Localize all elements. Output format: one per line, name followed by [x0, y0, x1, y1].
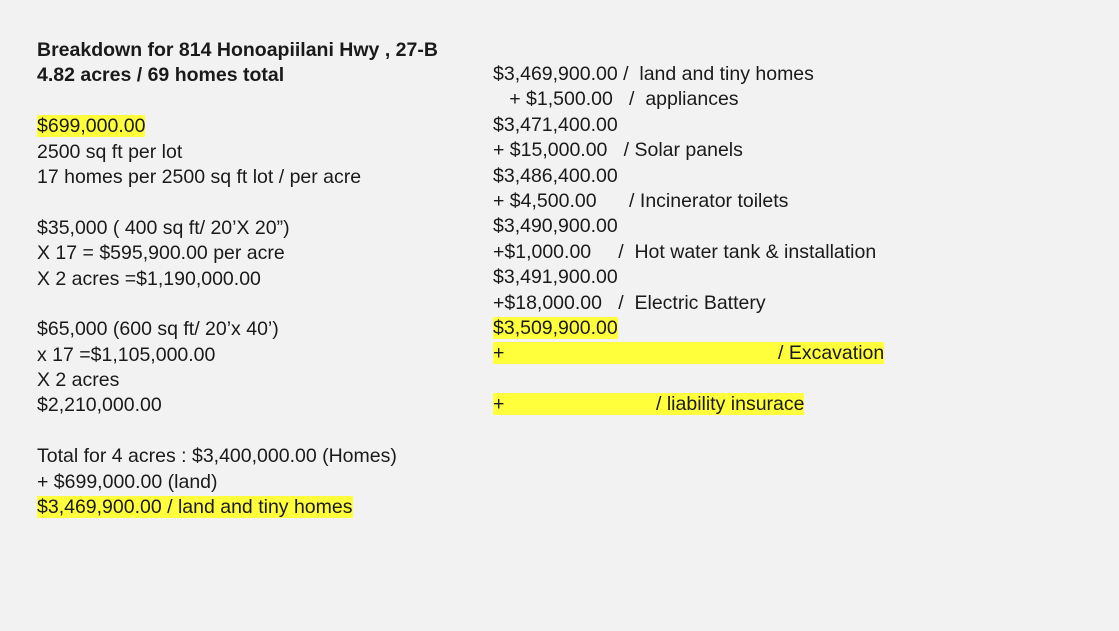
running-total-1: $3,469,900.00 / land and tiny homes [493, 63, 814, 85]
appliances-line: + $1,500.00 / appliances [493, 88, 739, 111]
right-column [493, 62, 884, 417]
liability-label: / liability insurace [656, 393, 805, 416]
spacer [493, 367, 884, 392]
liability-highlight [493, 393, 804, 415]
large-home-price-line: $65,000 (600 sq ft/ 20’x 40’) [37, 318, 279, 341]
homes-per-acre-line: 17 homes per 2500 sq ft lot / per acre [37, 165, 362, 188]
electric-battery-line: +$18,000.00 / Electric Battery [493, 291, 766, 314]
small-home-two-acres-line: X 2 acres =$1,190,000.00 [37, 267, 261, 290]
grand-total-line [37, 495, 438, 520]
grand-total: $3,469,900.00 / land and tiny homes [37, 496, 353, 519]
page-subtitle: 4.82 acres / 69 homes total [37, 64, 285, 87]
liability-line [493, 392, 884, 417]
spacer [37, 89, 438, 114]
large-home-total-line: $2,210,000.00 [37, 394, 162, 417]
total-homes-line: Total for 4 acres : $3,400,000.00 (Homes) [37, 445, 397, 468]
large-home-two-acres-line: X 2 acres [37, 369, 120, 392]
left-column [37, 38, 438, 520]
excavation-highlight [493, 342, 884, 364]
lot-size-line: 2500 sq ft per lot [37, 140, 183, 163]
spacer [37, 190, 438, 215]
solar-panels-line: + $15,000.00 / Solar panels [493, 139, 743, 162]
running-total-2: $3,471,400.00 [493, 113, 618, 136]
incinerator-toilets-line: + $4,500.00 / Incinerator toilets [493, 189, 789, 212]
page-title: Breakdown for 814 Honoapiilani Hwy , 27-B [37, 39, 438, 61]
large-home-per-acre-line: x 17 =$1,105,000.00 [37, 343, 216, 366]
running-total-6-line [493, 316, 884, 341]
spacer [37, 292, 438, 317]
small-home-price-line: $35,000 ( 400 sq ft/ 20’X 20”) [37, 216, 290, 239]
excavation-plus: + [493, 342, 505, 365]
running-total-3: $3,486,400.00 [493, 164, 618, 187]
excavation-line [493, 341, 884, 366]
spacer [37, 419, 438, 444]
liability-plus: + [493, 393, 505, 416]
excavation-label: / Excavation [778, 342, 885, 365]
land-price-line [37, 114, 438, 139]
plus-land-line: + $699,000.00 (land) [37, 470, 218, 493]
running-total-5: $3,491,900.00 [493, 266, 618, 289]
hot-water-tank-line: +$1,000.00 / Hot water tank & installation [493, 240, 877, 263]
land-price: $699,000.00 [37, 115, 146, 138]
running-total-4: $3,490,900.00 [493, 215, 618, 238]
running-total-6: $3,509,900.00 [493, 316, 618, 339]
small-home-per-acre-line: X 17 = $595,900.00 per acre [37, 242, 285, 265]
